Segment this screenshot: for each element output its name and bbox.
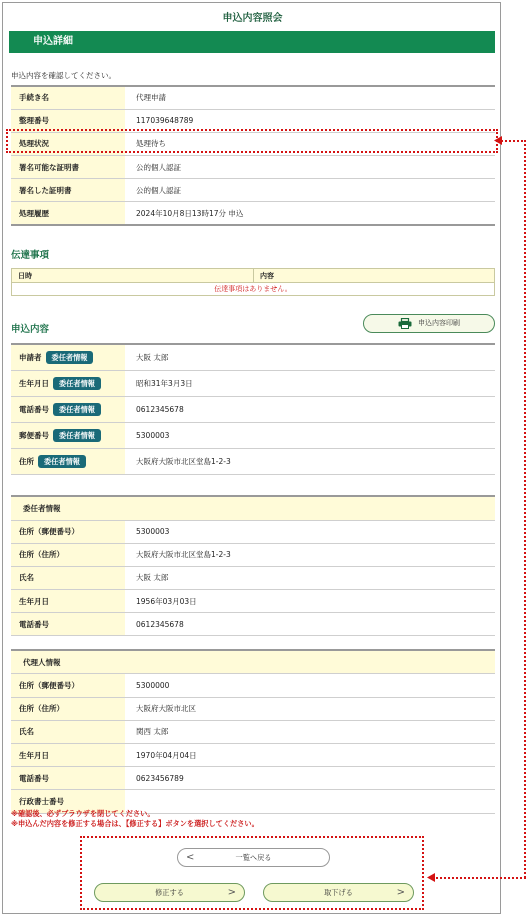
printer-icon — [398, 318, 412, 329]
row-label: 生年月日 — [11, 590, 125, 613]
arrowhead-icon — [427, 873, 435, 882]
status-value: 処理待ち — [125, 132, 495, 155]
row-label: 整理番号 — [11, 109, 125, 132]
print-button-label: 申込内容印刷 — [418, 319, 460, 327]
agent-row — [11, 720, 495, 743]
notice-table — [11, 268, 495, 296]
principal-info-badge: 委任者情報 — [53, 403, 101, 416]
notice-heading: 伝達事項 — [11, 250, 50, 261]
status-highlight-box — [6, 129, 498, 153]
agent-row — [11, 674, 495, 697]
notice-empty-message: 伝達事項はありません。 — [12, 283, 495, 296]
row-label: 氏名 — [11, 566, 125, 589]
row-label: 署名した証明書 — [11, 179, 125, 202]
row-label: 氏名 — [11, 720, 125, 743]
row-label: 住所（郵便番号） — [11, 674, 125, 697]
row-value: 関西 太郎 — [125, 720, 495, 743]
details-table — [11, 85, 495, 226]
details-row — [11, 202, 495, 225]
row-value: 5300003 — [125, 520, 495, 543]
principal-row — [11, 590, 495, 613]
note-line: ※確認後、必ずブラウザを閉じてください。 — [11, 809, 155, 818]
principal-info-badge: 委任者情報 — [38, 455, 86, 468]
row-value: 大阪府大阪市北区堂島1-2-3 — [125, 543, 495, 566]
row-value: 5300003 — [125, 422, 495, 448]
principal-group-header: 委任者情報 — [11, 496, 495, 520]
print-button[interactable] — [363, 314, 495, 333]
buttons-highlight-box — [80, 836, 424, 910]
row-value: 大阪府大阪市北区堂島1-2-3 — [125, 448, 495, 474]
principal-row — [11, 566, 495, 589]
applicant-row — [11, 448, 495, 474]
row-label: 電話番号 — [19, 404, 49, 414]
row-label: 住所（住所） — [11, 543, 125, 566]
row-label: 電話番号 — [11, 613, 125, 636]
spacer-row — [11, 636, 495, 650]
annotation-connector — [436, 877, 526, 879]
row-value: 大阪府大阪市北区 — [125, 697, 495, 720]
section-header-details: 申込詳細 — [9, 31, 495, 53]
chevron-left-icon: < — [186, 852, 195, 863]
row-label: 郵便番号 — [19, 430, 49, 440]
principal-row — [11, 520, 495, 543]
row-value: 5300000 — [125, 674, 495, 697]
page-title: 申込内容照会 — [222, 13, 283, 24]
row-value: 0623456789 — [125, 767, 495, 790]
row-value: 昭和31年3月3日 — [125, 370, 495, 396]
details-row — [11, 156, 495, 179]
applicant-row — [11, 344, 495, 370]
agent-row — [11, 697, 495, 720]
details-row — [11, 179, 495, 202]
application-heading: 申込内容 — [11, 324, 50, 335]
principal-row — [11, 613, 495, 636]
row-label: 住所（郵便番号） — [11, 520, 125, 543]
row-label: 住所 — [19, 456, 34, 466]
row-value: 117039648789 — [125, 109, 495, 132]
notes — [11, 809, 259, 829]
details-row — [11, 86, 495, 109]
row-label: 生年月日 — [11, 744, 125, 767]
row-label: 生年月日 — [19, 378, 49, 388]
row-label: 処理状況 — [11, 132, 125, 155]
chevron-right-icon: > — [227, 887, 236, 898]
fix-button-label: 修正する — [155, 888, 184, 897]
chevron-right-icon: > — [396, 887, 405, 898]
row-value: 大阪 太郎 — [125, 566, 495, 589]
application-table — [11, 343, 495, 814]
row-value: 公的個人認証 — [125, 179, 495, 202]
intro-text: 申込内容を確認してください。 — [11, 71, 116, 80]
agent-row — [11, 744, 495, 767]
row-label: 申請者 — [19, 352, 42, 362]
agent-group-header: 代理人情報 — [11, 650, 495, 674]
col-date: 日時 — [12, 269, 254, 283]
spacer-row — [11, 474, 495, 496]
row-value: 1970年04月04日 — [125, 744, 495, 767]
row-value: 代理申請 — [125, 86, 495, 109]
row-label: 手続き名 — [11, 86, 125, 109]
row-value: 公的個人認証 — [125, 156, 495, 179]
applicant-row — [11, 370, 495, 396]
row-label: 処理履歴 — [11, 202, 125, 225]
annotation-connector — [524, 140, 526, 878]
row-value: 大阪 太郎 — [125, 344, 495, 370]
annotation-connector — [498, 140, 526, 142]
arrowhead-icon — [494, 136, 502, 145]
principal-info-badge: 委任者情報 — [46, 351, 94, 364]
principal-info-badge: 委任者情報 — [53, 429, 101, 442]
note-line: ※申込んだ内容を修正する場合は、【修正する】ボタンを選択してください。 — [11, 819, 259, 828]
agent-row — [11, 767, 495, 790]
principal-info-badge: 委任者情報 — [53, 377, 101, 390]
row-value: 2024年10月8日13時17分 申込 — [125, 202, 495, 225]
back-button-label: 一覧へ戻る — [235, 853, 272, 862]
row-label: 署名可能な証明書 — [11, 156, 125, 179]
row-label: 電話番号 — [11, 767, 125, 790]
principal-row — [11, 543, 495, 566]
col-content: 内容 — [254, 269, 495, 283]
row-label: 住所（住所） — [11, 697, 125, 720]
cancel-button-label: 取下げる — [324, 888, 353, 897]
applicant-row — [11, 422, 495, 448]
applicant-row — [11, 396, 495, 422]
row-value: 1956年03月03日 — [125, 590, 495, 613]
row-value: 0612345678 — [125, 613, 495, 636]
row-label: 行政書士番号 — [11, 790, 125, 813]
row-value: 0612345678 — [125, 396, 495, 422]
